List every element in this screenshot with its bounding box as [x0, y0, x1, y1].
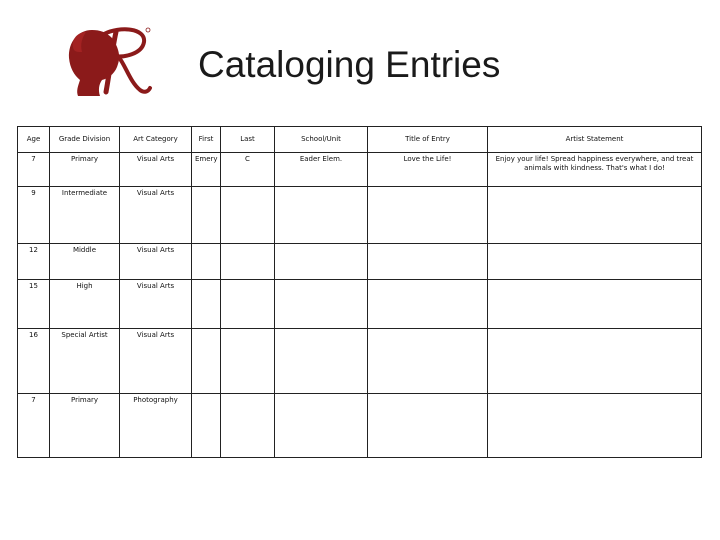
cell-first: [192, 280, 221, 329]
cell-first: [192, 187, 221, 244]
cell-art-category: Visual Arts: [120, 153, 192, 187]
cell-art-category: Visual Arts: [120, 244, 192, 280]
column-header-grade-division: Grade Division: [50, 127, 120, 153]
cell-first: Emery: [192, 153, 221, 187]
column-header-school-unit: School/Unit: [275, 127, 368, 153]
cell-age: 7: [18, 153, 50, 187]
table-row: [18, 329, 702, 394]
cell-grade-division: Special Artist: [50, 329, 120, 394]
cell-age: 12: [18, 244, 50, 280]
cell-artist-statement: [488, 187, 702, 244]
cell-grade-division: Primary: [50, 394, 120, 458]
cell-artist-statement: [488, 329, 702, 394]
cell-first: [192, 329, 221, 394]
cell-art-category: Visual Arts: [120, 329, 192, 394]
cell-last: [221, 394, 275, 458]
cell-grade-division: Intermediate: [50, 187, 120, 244]
cell-school-unit: [275, 244, 368, 280]
table-row: [18, 153, 702, 187]
cell-school-unit: [275, 394, 368, 458]
cell-school-unit: [275, 280, 368, 329]
cell-last: [221, 280, 275, 329]
cell-title-of-entry: [368, 244, 488, 280]
table-row: [18, 394, 702, 458]
cell-title-of-entry: [368, 187, 488, 244]
cell-age: 7: [18, 394, 50, 458]
cell-school-unit: [275, 187, 368, 244]
column-header-last: Last: [221, 127, 275, 153]
cell-first: [192, 244, 221, 280]
table-row: [18, 187, 702, 244]
cell-last: [221, 244, 275, 280]
column-header-artist-statement: Artist Statement: [488, 127, 702, 153]
cell-title-of-entry: [368, 394, 488, 458]
cell-age: 9: [18, 187, 50, 244]
cell-grade-division: Middle: [50, 244, 120, 280]
column-header-age: Age: [18, 127, 50, 153]
table-header-row: [18, 127, 702, 153]
page-title: Cataloging Entries: [198, 44, 501, 85]
cell-grade-division: Primary: [50, 153, 120, 187]
cell-artist-statement: Enjoy your life! Spread happiness everywhere, and treat animals with kindness. That's what I do!: [488, 153, 702, 187]
cell-age: 16: [18, 329, 50, 394]
table-row: [18, 244, 702, 280]
cell-last: C: [221, 153, 275, 187]
cell-age: 15: [18, 280, 50, 329]
cell-title-of-entry: Love the Life!: [368, 153, 488, 187]
entries-table: [17, 126, 702, 458]
cell-artist-statement: [488, 244, 702, 280]
cell-school-unit: [275, 329, 368, 394]
cell-school-unit: Eader Elem.: [275, 153, 368, 187]
cell-first: [192, 394, 221, 458]
cell-art-category: Photography: [120, 394, 192, 458]
cell-art-category: Visual Arts: [120, 280, 192, 329]
cell-last: [221, 187, 275, 244]
cell-last: [221, 329, 275, 394]
cell-artist-statement: [488, 280, 702, 329]
script-r-logo-icon: [60, 20, 155, 98]
column-header-first: First: [192, 127, 221, 153]
table-row: [18, 280, 702, 329]
cell-grade-division: High: [50, 280, 120, 329]
cell-artist-statement: [488, 394, 702, 458]
column-header-title-of-entry: Title of Entry: [368, 127, 488, 153]
cell-title-of-entry: [368, 280, 488, 329]
column-header-art-category: Art Category: [120, 127, 192, 153]
cell-art-category: Visual Arts: [120, 187, 192, 244]
cell-title-of-entry: [368, 329, 488, 394]
